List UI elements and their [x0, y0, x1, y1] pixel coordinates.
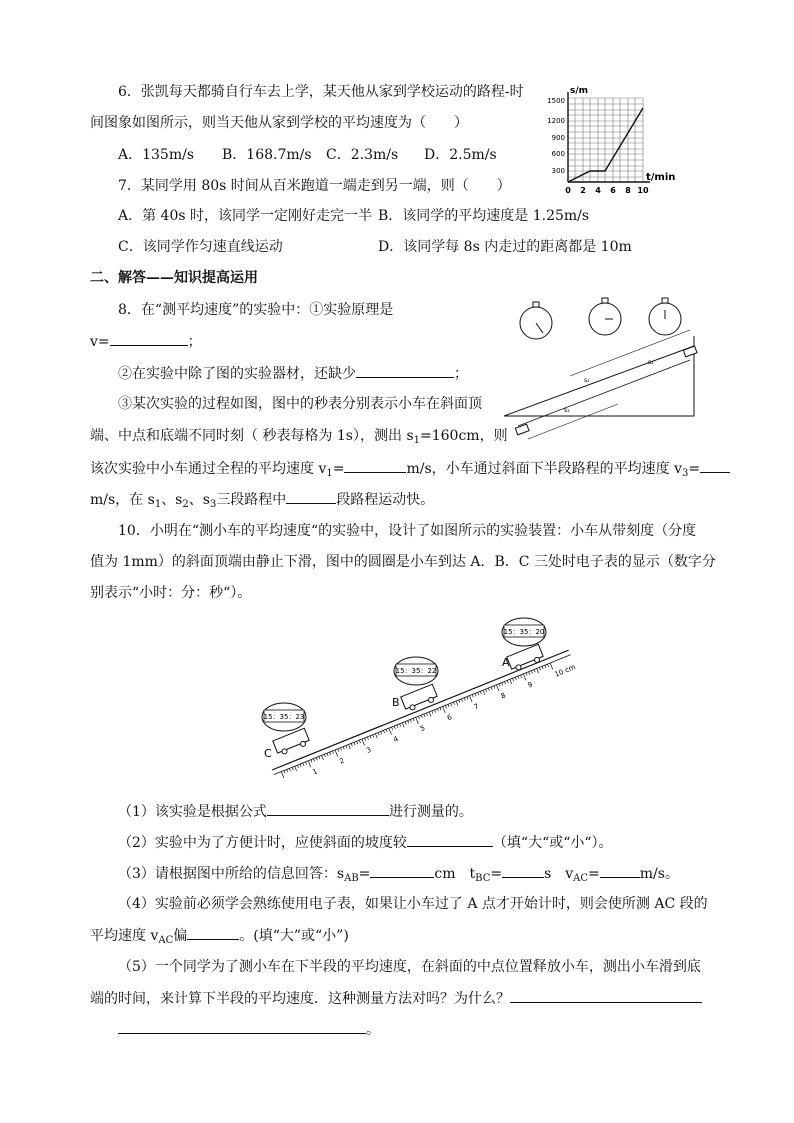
q10-part3: [118, 863, 679, 889]
ruler-label: 1: [311, 767, 319, 777]
q10-part5-line2: [90, 988, 702, 1009]
q8-line6: [90, 458, 730, 484]
label-a: A: [502, 656, 510, 669]
q10-part4-text: 平均速度 v: [90, 928, 159, 944]
ruler-tick: [349, 744, 351, 749]
ruler-tick: [513, 678, 514, 681]
q10-part1-text: 进行测量的。: [388, 804, 473, 820]
q6-option-d: D．2.5m/s: [424, 147, 497, 163]
ruler-tick: [440, 708, 441, 711]
ruler-tick: [418, 716, 419, 719]
ruler-tick: [381, 731, 382, 734]
q8-line6-text: =: [332, 461, 345, 477]
q7-option-c: C．该同学作匀速直线运动: [118, 239, 283, 255]
q10-part2-text: （填“大“或“小“）。: [492, 835, 613, 851]
ruler-label: 8: [499, 691, 507, 701]
ruler-tick: [496, 685, 499, 691]
ruler-tick: [531, 671, 532, 674]
q6-line1: 6．张凯每天都骑自行车去上学，某天他从家到学校运动的路程-时: [118, 84, 524, 100]
q8-line7-text: 三段路程中: [216, 492, 287, 508]
ruler-tick: [308, 761, 311, 767]
q6-ytick: 1500: [547, 97, 565, 105]
q8-line5: [90, 426, 508, 451]
subscript: 1: [154, 499, 162, 510]
ruler-tick: [478, 692, 479, 695]
q7-option-d: D．该同学每 8s 内走过的距离都是 10m: [378, 239, 632, 255]
q10-line1: 10．小明在“测小车的平均速度“的实验中，设计了如图所示的实验装置：小车从带刻度（分度: [118, 523, 697, 539]
ruler-tick: [367, 737, 368, 740]
label-c: C: [264, 747, 272, 760]
q10-part1: [118, 801, 473, 822]
q6-xtick: 10: [637, 186, 649, 195]
ruler-tick: [316, 758, 317, 761]
stopwatch-icon: [589, 298, 621, 335]
ruler-label: 2: [338, 756, 346, 766]
q8-line6-text: m/s，小车通过斜面下半段路程的平均速度 v: [406, 461, 683, 477]
subscript: AC: [573, 873, 589, 884]
ruler-tick: [534, 670, 535, 673]
q10-part4-line1: （4）实验前必须学会熟练使用电子表，如果让小车过了 A 点才开始计时，则会使所测 AC 段的: [118, 896, 708, 912]
ruler-tick: [475, 693, 476, 696]
q10-part5-line3: [118, 1019, 380, 1040]
ruler-tick: [373, 735, 374, 738]
ruler-tick: [359, 740, 360, 743]
ruler-tick: [400, 724, 401, 727]
ruler-tick: [394, 726, 395, 729]
ruler-tick: [354, 742, 355, 745]
ruler-tick: [521, 675, 522, 678]
q8-line6-text: =: [688, 461, 701, 477]
cart-icon: [683, 346, 697, 357]
clock-b-display: 15：35：22: [395, 667, 437, 675]
ruler-tick: [461, 699, 462, 702]
answer-blank[interactable]: [110, 331, 188, 346]
q8-line2: [90, 331, 202, 352]
ruler-tick: [429, 712, 431, 717]
q10-part1-text: （1）该实验是根据公式: [118, 804, 267, 820]
q10-part3-text: =: [588, 866, 600, 882]
ruler-tick: [499, 684, 500, 687]
s2-label: s₂: [648, 359, 654, 366]
ruler-tick: [448, 704, 449, 707]
q10-part4-text: 偏: [173, 928, 188, 944]
ruler-tick: [459, 700, 460, 703]
ruler-tick: [523, 674, 526, 680]
ruler-tick: [510, 679, 512, 684]
ruler-tick: [467, 697, 468, 700]
q6-xtick: 4: [595, 186, 601, 195]
q10-line2: 值为 1mm）的斜面顶端由静止下滑，图中的圆圈是小车到达 A．B．C 三处时电子表的显示（数字分: [90, 554, 716, 570]
subscript: 2: [182, 499, 189, 510]
q7-option-a: A．第 40s 时，该同学一定刚好走完一半: [118, 208, 373, 224]
q10-part5-text: 。: [366, 1022, 380, 1038]
q10-line3: 别表示“小时：分：秒“）。: [90, 585, 252, 601]
q8-line3-text: ②在实验中除了图的实验器材，还缺少: [118, 366, 356, 382]
ruler-tick: [370, 736, 371, 739]
ruler-tick: [303, 763, 304, 766]
subscript: 1: [326, 468, 333, 479]
ruler-tick: [338, 749, 339, 752]
q6-option-b: B．168.7m/s: [222, 147, 312, 163]
ruler-tick: [351, 743, 352, 746]
q8-semicolon: ；: [454, 366, 468, 382]
ruler-tick: [332, 751, 333, 754]
q6-xtick: 2: [580, 186, 586, 195]
ruler-label: 7: [472, 702, 481, 712]
ruler-tick: [504, 681, 505, 684]
ruler-label: 10 cm: [553, 663, 577, 679]
ruler-tick: [542, 666, 543, 669]
subscript: BC: [475, 873, 491, 884]
clock-a: [502, 618, 546, 646]
ruler-tick: [426, 713, 427, 716]
ruler-tick: [300, 764, 301, 767]
ruler-tick: [526, 673, 527, 676]
answer-blank[interactable]: [356, 363, 454, 378]
ruler-tick: [389, 728, 392, 734]
ruler-tick: [327, 753, 328, 756]
q6-ytick: 900: [551, 134, 565, 142]
q6-line2: 间图象如图所示，则当天他从家到学校的平均速度为（ ）: [90, 115, 468, 131]
q8-line1: 8．在“测平均速度”的实验中：①实验原理是: [118, 302, 394, 318]
section-heading: 二、解答——知识提高运用: [90, 270, 258, 286]
q8-semicolon: ；: [187, 334, 202, 350]
answer-blank[interactable]: [286, 489, 336, 504]
subscript: AC: [158, 935, 174, 946]
q6-distance-time-graph: [538, 84, 688, 200]
answer-blank[interactable]: [267, 801, 389, 816]
ruler-tick: [486, 689, 487, 692]
ruler-tick: [470, 696, 473, 702]
ruler-tick: [386, 729, 387, 732]
q7-line1: 7．某同学用 80s 时间从百米跑道一端走到另一端，则（ ）: [118, 178, 511, 194]
q10-part3-text: =: [358, 866, 371, 882]
answer-blank[interactable]: [187, 925, 239, 940]
ruler-tick: [392, 727, 393, 730]
ruler-tick: [357, 741, 358, 744]
q8-line4: ③某次实验的过程如图，图中的秒表分别表示小车在斜面顶: [118, 396, 482, 412]
ruler-tick: [547, 664, 548, 667]
ruler-tick: [383, 730, 384, 733]
ruler-tick: [453, 702, 454, 705]
q8-incline-figure: [498, 296, 714, 446]
q6-graph-ylabel: s/m: [570, 86, 589, 96]
ruler-tick: [437, 709, 438, 712]
ruler-tick: [545, 665, 546, 668]
q10-part3-text: m/s。: [639, 866, 679, 882]
q10-part2: [118, 832, 613, 853]
ruler-tick: [416, 717, 419, 723]
q8-v-label: v=: [90, 334, 110, 350]
q7-option-b: B．该同学的平均速度是 1.25m/s: [378, 208, 590, 224]
cart-icon: [515, 424, 529, 435]
q10-part4-line2: [90, 925, 349, 951]
q8-line7-text: 段路程运动快。: [336, 492, 435, 508]
ruler-label: 4: [392, 734, 400, 744]
q6-ytick: 600: [551, 150, 565, 158]
q10-part3-text: （3）请根据图中所给的信息回答：s: [118, 866, 345, 882]
ruler-tick: [284, 771, 285, 774]
q10-part3-text: s v: [544, 866, 574, 882]
ruler-tick: [297, 765, 298, 768]
ruler-tick: [515, 677, 516, 680]
answer-blank[interactable]: [700, 458, 730, 473]
ruler-tick: [494, 686, 495, 689]
ruler-label: 9: [526, 680, 534, 690]
ruler-tick: [311, 760, 312, 763]
clock-c-display: 15：35：23: [263, 713, 305, 721]
q10-part2-text: （2）实验中为了方便计时，应使斜面的坡度较: [118, 835, 407, 851]
ruler-tick: [507, 680, 508, 683]
ruler-tick: [443, 706, 446, 712]
ruler-tick: [432, 711, 433, 714]
ruler-tick: [314, 759, 315, 762]
q10-incline-ruler-figure: [250, 614, 577, 794]
ruler-tick: [405, 722, 406, 725]
clock-a-display: 15：35：20: [503, 628, 545, 636]
ruler-tick: [550, 663, 553, 669]
ruler-tick: [335, 750, 338, 756]
q6-option-a: A．135m/s: [118, 147, 195, 163]
ruler-tick: [451, 703, 452, 706]
answer-blank[interactable]: [510, 988, 702, 1003]
q8-line3: [118, 363, 468, 384]
q6-option-c: C．2.3m/s: [326, 147, 399, 163]
ruler-tick: [340, 748, 341, 751]
answer-blank[interactable]: [370, 863, 434, 878]
q10-part5-line1: （5）一个同学为了测小车在下半段的平均速度，在斜面的中点位置释放小车，测出小车滑到底: [118, 959, 701, 975]
subscript: 1: [413, 435, 421, 446]
clock-c: [262, 703, 306, 731]
ruler-tick: [295, 766, 297, 771]
ruler-tick: [287, 769, 288, 772]
ruler-label: 6: [445, 713, 454, 723]
ruler-tick: [480, 691, 481, 694]
ruler-tick: [491, 687, 492, 690]
q8-line7-text: 、s: [161, 492, 183, 508]
ruler-tick: [292, 767, 293, 770]
ruler-tick: [362, 739, 365, 745]
subscript: AB: [344, 873, 359, 884]
ruler-tick: [408, 721, 409, 724]
answer-blank[interactable]: [502, 863, 544, 878]
ruler-tick: [330, 752, 331, 755]
q10-part4-text: 。(填“大”或“小”): [239, 928, 349, 944]
q8-line6-text: 该次实验中小车通过全程的平均速度 v: [90, 461, 327, 477]
ruler-tick: [346, 746, 347, 749]
ruler-tick: [435, 710, 436, 713]
q10-part5-text: 端的时间，来计算下半段的平均速度．这种测量方法对吗？为什么？: [90, 991, 510, 1007]
ruler-tick: [529, 672, 530, 675]
q6-xtick: 6: [610, 186, 616, 195]
q8-line7-text: m/s，在 s: [90, 492, 155, 508]
ruler-tick: [421, 715, 422, 718]
ruler-tick: [539, 667, 540, 670]
ruler-tick: [518, 676, 519, 679]
ruler-tick: [375, 734, 377, 739]
answer-blank[interactable]: [118, 1019, 366, 1034]
q6-ytick: 300: [551, 167, 565, 175]
ruler-tick: [410, 719, 411, 722]
ruler-tick: [397, 725, 398, 728]
ruler-tick: [378, 733, 379, 736]
q8-line5-text: 端、中点和底端不同时刻（ 秒表每格为 1s），测出 s: [90, 428, 414, 444]
q8-line5-text: =160cm，则: [420, 428, 508, 444]
ruler-tick: [319, 756, 320, 759]
ruler-tick: [472, 695, 473, 698]
ruler-tick: [365, 738, 366, 741]
ruler-label: 5: [419, 723, 427, 734]
ruler-tick: [343, 747, 344, 750]
ruler-tick: [402, 723, 404, 728]
ruler-tick: [483, 690, 485, 695]
clock-b: [394, 657, 438, 685]
ruler-tick: [537, 668, 539, 673]
cart-c-icon: [273, 728, 311, 756]
ruler-tick: [324, 754, 325, 757]
q6-xtick: 8: [625, 186, 631, 195]
s3-label: s₃: [564, 407, 570, 414]
q10-part3-text: =: [490, 866, 503, 882]
stopwatch-icon: [649, 298, 681, 335]
answer-blank[interactable]: [344, 458, 406, 473]
ruler-tick: [322, 755, 324, 760]
s1-label: s₁: [584, 377, 590, 384]
ruler-tick: [488, 688, 489, 691]
ruler-tick: [413, 718, 414, 721]
cart-b-icon: [401, 684, 439, 712]
ruler-tick: [456, 701, 458, 706]
ruler-tick: [424, 714, 425, 717]
subscript: 3: [682, 468, 689, 479]
ruler-tick: [289, 768, 290, 771]
subscript: 3: [209, 499, 217, 510]
q8-line7-text: 、s: [188, 492, 210, 508]
stopwatch-icon: [520, 302, 552, 339]
answer-blank[interactable]: [407, 832, 493, 847]
label-b: B: [392, 696, 400, 709]
ruler-tick: [305, 762, 306, 765]
ruler-tick: [502, 683, 503, 686]
ruler-tick: [281, 772, 284, 778]
q6-xtick: 0: [565, 186, 571, 195]
ruler-tick: [445, 705, 446, 708]
ruler-label: 3: [365, 745, 373, 755]
q6-graph-xlabel: t/min: [646, 172, 676, 183]
q6-ytick: 1200: [547, 117, 565, 125]
ruler-tick: [464, 698, 465, 701]
answer-blank[interactable]: [600, 863, 640, 878]
q10-part3-text: cm t: [434, 866, 476, 882]
q8-line7: [90, 489, 434, 515]
